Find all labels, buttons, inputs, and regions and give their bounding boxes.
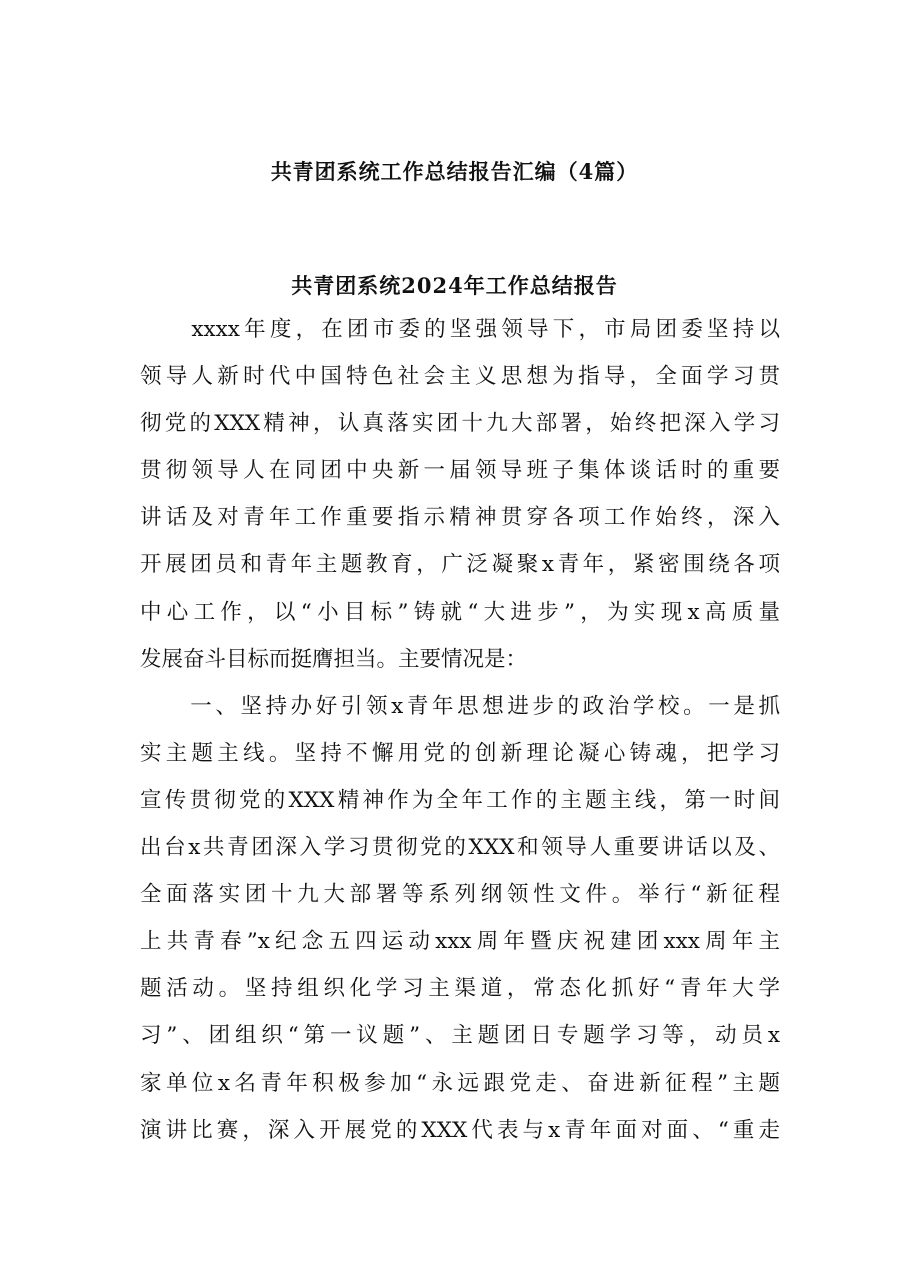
- body-line: 家单位x名青年积极参加“永远跟党走、奋进新征程”主题: [140, 1070, 780, 1096]
- body-line: 题活动。坚持组织化学习主渠道，常态化抓好“青年大学: [140, 976, 780, 1002]
- body-line: 演讲比赛，深入开展党的XXX代表与x青年面对面、“重走: [140, 1117, 780, 1143]
- body-line: 中心工作，以“小目标”铸就“大进步”，为实现x高质量: [140, 599, 780, 625]
- body-line: 开展团员和青年主题教育，广泛凝聚x青年，紧密围绕各项: [140, 552, 780, 578]
- body-line: 一、坚持办好引领x青年思想进步的政治学校。一是抓: [140, 693, 780, 719]
- body-line: 宣传贯彻党的XXX精神作为全年工作的主题主线，第一时间: [140, 787, 780, 813]
- body-line: 上共青春”x纪念五四运动xxx周年暨庆祝建团xxx周年主: [140, 929, 780, 955]
- body-line: 习”、团组织“第一议题”、主题团日专题学习等，动员x: [140, 1023, 780, 1049]
- body-text: [140, 306, 780, 1154]
- body-line: 讲话及对青年工作重要指示精神贯穿各项工作始终，深入: [140, 505, 780, 531]
- body-line: 实主题主线。坚持不懈用党的创新理论凝心铸魂，把学习: [140, 740, 780, 766]
- body-line: 全面落实团十九大部署等系列纲领性文件。举行“新征程: [140, 882, 780, 908]
- body-line: 彻党的XXX精神，认真落实团十九大部署，始终把深入学习: [140, 411, 780, 437]
- body-line: 贯彻领导人在同团中央新一届领导班子集体谈话时的重要: [140, 458, 780, 484]
- section-title: 共青团系统2024年工作总结报告: [291, 273, 618, 298]
- body-line: 出台x共青团深入学习贯彻党的XXX和领导人重要讲话以及、: [140, 835, 780, 861]
- body-line: 领导人新时代中国特色社会主义思想为指导，全面学习贯: [140, 364, 780, 390]
- body-line: xxxx年度，在团市委的坚强领导下，市局团委坚持以: [140, 317, 780, 342]
- document-title: 共青团系统工作总结报告汇编（4篇）: [270, 159, 639, 184]
- body-line: 发展奋斗目标而挺膺担当。主要情况是：: [140, 646, 528, 672]
